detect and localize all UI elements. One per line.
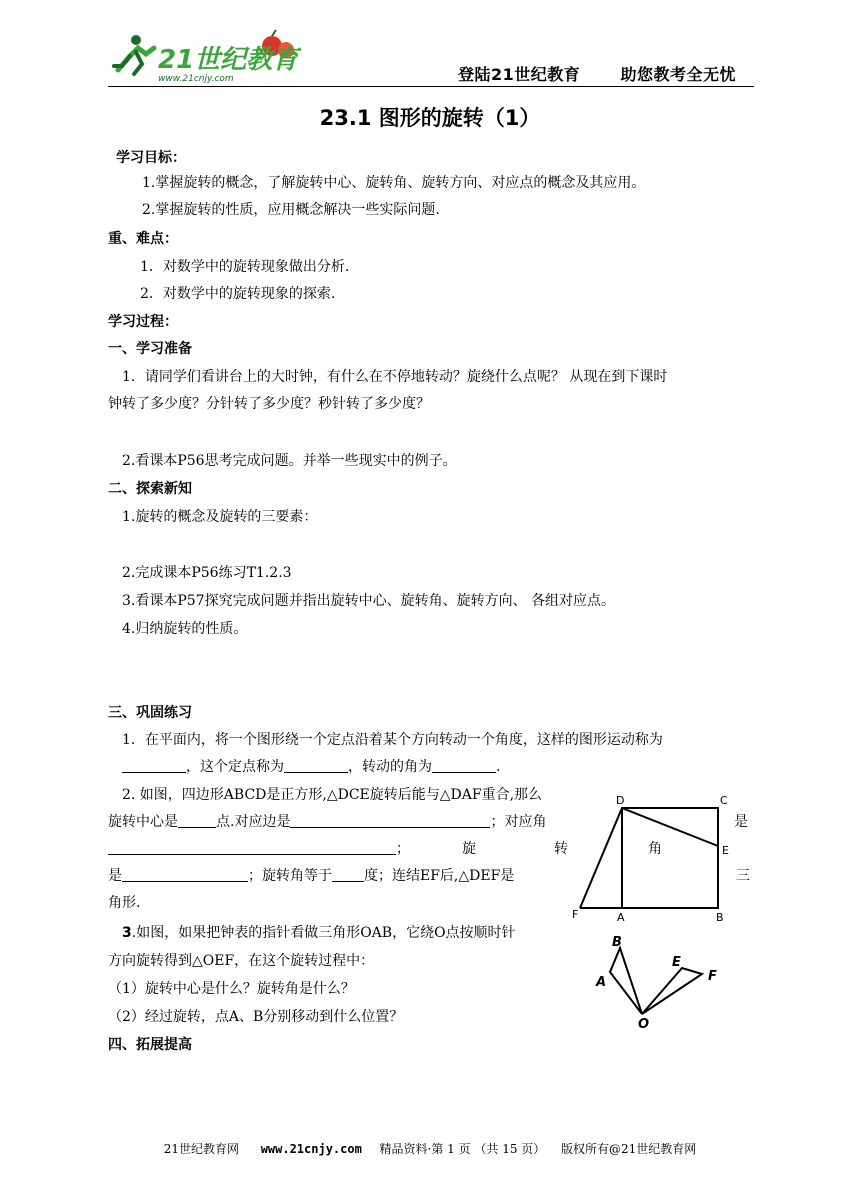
answer-blank[interactable] xyxy=(108,840,396,855)
goal-item-2: 2.掌握旋转的性质，应用概念解决一些实际问题. xyxy=(142,202,440,218)
s3-q2-text: ；对应角 xyxy=(490,814,547,830)
header-divider xyxy=(108,86,754,87)
s3-q2-text: 转 xyxy=(554,841,568,857)
header-slogan xyxy=(458,62,736,85)
figure2-label-a: A xyxy=(596,975,607,990)
s3-q3-number: 3 xyxy=(122,925,132,941)
figure2-triangle-oef xyxy=(642,968,702,1014)
figure2-label-f: F xyxy=(708,969,717,984)
s3-q2-text: 度；连结EF后,△DEF是 xyxy=(364,868,515,884)
s3-q3-line2: 方向旋转得到△OEF，在这个旋转过程中： xyxy=(108,953,375,969)
s3-q2-line2 xyxy=(108,813,546,831)
footer-url[interactable]: www.21cnjy.com xyxy=(260,1142,362,1156)
s3-q2-text: 是 xyxy=(734,814,748,830)
answer-blank[interactable] xyxy=(122,867,248,882)
s1-q1-line1: 1．请同学们看讲台上的大时钟，有什么在不停地转动？旋绕什么点呢？ 从现在到下课时 xyxy=(122,369,668,385)
s3-q1-line1: 1．在平面内，将一个图形绕一个定点沿着某个方向转动一个角度，这样的图形运动称为 xyxy=(122,732,663,748)
s3-q2-text: 是 xyxy=(108,868,122,884)
figure1-label-b: B xyxy=(716,911,724,924)
footer-copyright: 版权所有@21世纪教育网 xyxy=(560,1142,697,1156)
logo-subtext: www.21cnjy.com xyxy=(158,74,234,84)
s3-q2-line3 xyxy=(108,840,410,858)
s2-item-3: 3.看课本P57探究完成问题并指出旋转中心、旋转角、旋转方向、 各组对应点。 xyxy=(122,593,616,609)
page-footer xyxy=(0,1140,860,1157)
s3-q2-text: ；旋转角等于 xyxy=(248,868,332,884)
figure1-label-c: C xyxy=(720,794,728,807)
key-point-item-1: 1．对数学中的旋转现象做出分析. xyxy=(140,259,350,275)
figure1-label-a: A xyxy=(617,911,625,924)
answer-blank[interactable] xyxy=(178,813,216,828)
goal-item-1: 1.掌握旋转的概念，了解旋转中心、旋转角、旋转方向、对应点的概念及其应用。 xyxy=(142,175,646,191)
s3-q2-text: 角 xyxy=(648,841,662,857)
footer-site: 21世纪教育网 xyxy=(163,1142,240,1156)
figure2-label-b: B xyxy=(612,935,622,950)
figure1-label-e: E xyxy=(722,844,729,857)
s3-q1-text-b: ，转动的角为 xyxy=(348,759,432,775)
s2-item-2: 2.完成课本P56练习T1.2.3 xyxy=(122,565,292,581)
s3-q2-line4 xyxy=(108,867,514,885)
answer-blank[interactable] xyxy=(284,758,348,773)
logo-graphic xyxy=(108,26,308,86)
figure1-segment-de xyxy=(622,808,718,846)
section-1-heading: 一、学习准备 xyxy=(108,341,192,357)
logo xyxy=(108,26,308,86)
section-4-heading: 四、拓展提高 xyxy=(108,1037,192,1053)
s3-q2-text: 旋转中心是 xyxy=(108,814,178,830)
figure2-label-o: O xyxy=(638,1017,650,1030)
footer-page-info: 精品资料·第 1 页 （共 15 页） xyxy=(379,1142,546,1156)
s2-item-1: 1.旋转的概念及旋转的三要素： xyxy=(122,509,318,525)
s3-q2-line5: 角形. xyxy=(108,895,141,911)
figure1-label-d: D xyxy=(616,794,625,807)
s3-q3-sub2: （2）经过旋转，点A、B分别移动到什么位置？ xyxy=(108,1009,404,1025)
answer-blank[interactable] xyxy=(332,867,364,882)
goals-heading: 学习目标： xyxy=(116,150,186,166)
figure2-label-e: E xyxy=(672,955,681,970)
section-3-heading: 三、巩固练习 xyxy=(108,705,192,721)
s2-item-4: 4.归纳旋转的性质。 xyxy=(122,621,248,637)
figure-clock-rotation xyxy=(590,930,730,1030)
page-title: 23.1 图形的旋转（1） xyxy=(319,106,541,130)
s3-q3-sub1: （1）旋转中心是什么？旋转角是什么？ xyxy=(108,981,355,997)
logo-text: 21世纪教育 xyxy=(158,45,299,75)
s3-q1-text-a: ，这个定点称为 xyxy=(186,759,284,775)
s3-q1-text-c: . xyxy=(496,759,501,775)
s3-q2-text: ； xyxy=(396,841,410,857)
s1-q2: 2.看课本P56思考完成问题。并举一些现实中的例子。 xyxy=(122,453,457,469)
s3-q2-text: 点.对应边是 xyxy=(216,814,291,830)
s3-q2-line1: 2. 如图，四边形ABCD是正方形,△DCE旋转后能与△DAF重合,那么 xyxy=(122,787,543,803)
s3-q3-line1 xyxy=(122,924,516,942)
answer-blank[interactable] xyxy=(432,758,496,773)
header-slogan-1: 登陆21世纪教育 xyxy=(458,65,581,84)
figure-square-rotation xyxy=(570,792,750,926)
key-points-heading: 重、难点： xyxy=(108,231,178,247)
s3-q2-text: 旋 xyxy=(462,841,476,857)
answer-blank[interactable] xyxy=(122,758,186,773)
s1-q1-line2: 钟转了多少度？分针转了多少度？秒针转了多少度？ xyxy=(108,396,430,412)
figure1-label-f: F xyxy=(572,908,579,921)
figure2-triangle-oab xyxy=(610,948,642,1014)
header-slogan-2: 助您教考全无忧 xyxy=(620,65,736,84)
s3-q1-line2 xyxy=(122,758,500,776)
s3-q2-text: 三 xyxy=(736,868,750,884)
key-point-item-2: 2．对数学中的旋转现象的探索. xyxy=(140,286,336,302)
figure1-outline xyxy=(580,808,718,908)
s3-q3-text: .如图，如果把钟表的指针看做三角形OAB，它绕O点按顺时针 xyxy=(131,925,516,941)
section-2-heading: 二、探索新知 xyxy=(108,481,192,497)
process-heading: 学习过程： xyxy=(108,314,178,330)
answer-blank[interactable] xyxy=(290,813,490,828)
